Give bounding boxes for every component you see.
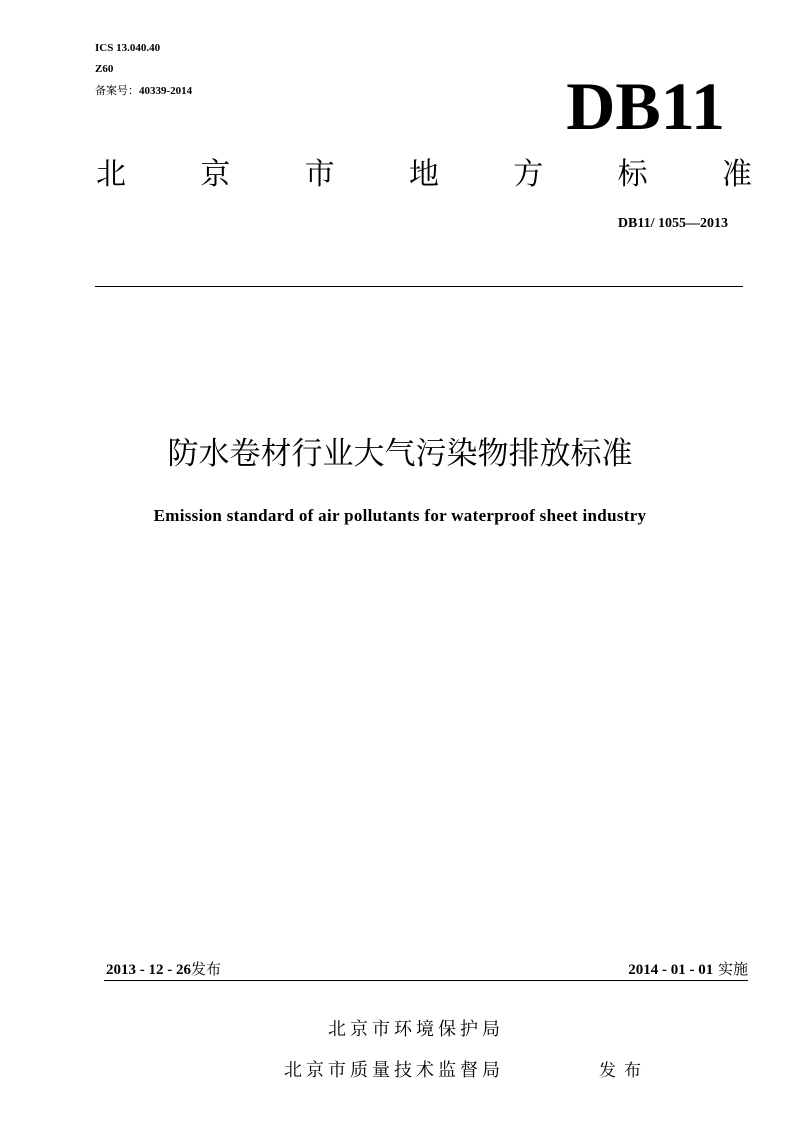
- issuer-publish-label: 发布: [599, 1061, 649, 1081]
- standard-type-char: 准: [721, 157, 752, 192]
- standard-number: DB11/ 1055—2013: [617, 216, 728, 231]
- effective-date: [628, 958, 748, 981]
- standard-type-char: 地: [408, 157, 439, 192]
- effective-date-value: 2014 - 01 - 01: [628, 962, 714, 978]
- publish-date-value: 2013 - 12 - 26: [106, 962, 191, 978]
- standard-type-char: 北: [96, 157, 126, 192]
- title-chinese: 防水卷材行业大气污染物排放标准: [167, 436, 633, 472]
- record-label: 备案号：: [95, 84, 139, 97]
- classification-code: Z60: [95, 63, 114, 75]
- standard-type-char: 京: [200, 157, 231, 192]
- ics-code: ICS 13.040.40: [95, 42, 161, 54]
- top-divider: [95, 286, 743, 287]
- record-number: 40339-2014: [139, 85, 193, 97]
- standard-type-char: 市: [304, 157, 335, 192]
- effective-date-label: 实施: [717, 960, 748, 978]
- db-code: DB11: [566, 68, 725, 144]
- publish-date: [106, 958, 221, 981]
- standard-type-char: 方: [513, 157, 544, 192]
- issuer-environment-bureau: 北京市环境保护局: [328, 1019, 504, 1040]
- standard-type-char: 标: [617, 157, 648, 192]
- publish-date-label: 发布: [191, 960, 222, 978]
- bottom-divider: [104, 980, 748, 981]
- title-english: Emission standard of air pollutants for waterproof sheet industry: [153, 506, 647, 525]
- standard-type: [96, 152, 752, 198]
- issuer-quality-bureau: 北京市质量技术监督局: [284, 1060, 504, 1081]
- record-number-line: [95, 84, 192, 98]
